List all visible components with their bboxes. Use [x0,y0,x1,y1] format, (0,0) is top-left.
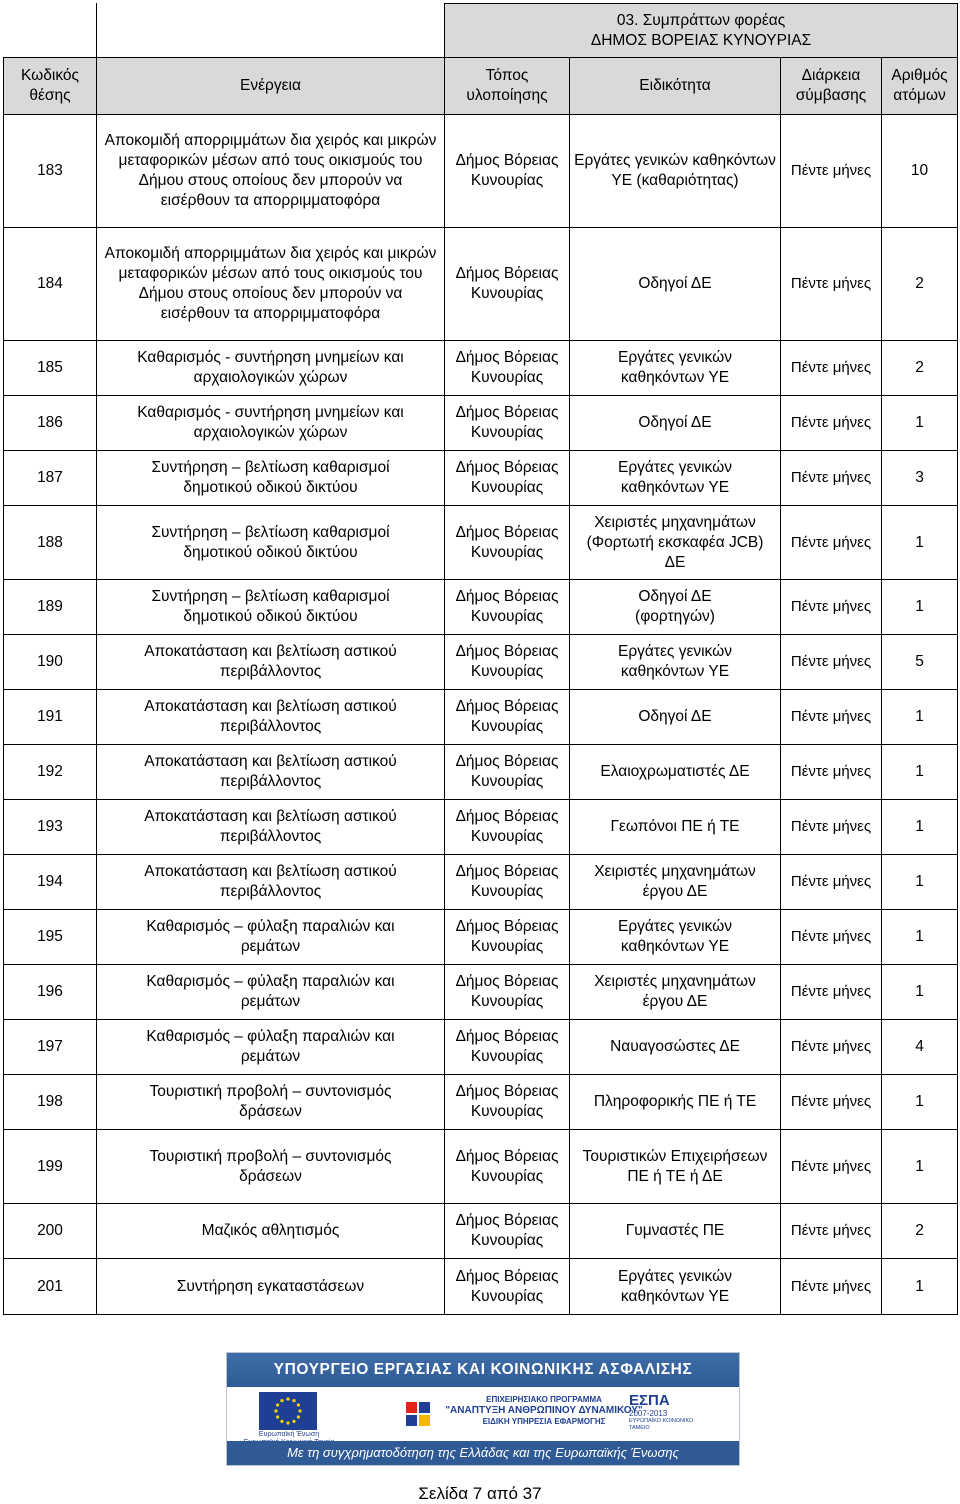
table-row [4,1259,958,1315]
row-action: Αποκομιδή απορριμμάτων δια χειρός και μικρών μεταφορικών μέσων από τους οικισμούς του Δήμου στους οποίους δεν μπορούν να εισέρθουν τα απορριμματοφόρα [97,115,445,228]
row-place: Δήμος Βόρειας Κυνουρίας [445,396,570,451]
col-persons-header [882,58,958,115]
espa-years: 2007-2013 [629,1409,668,1418]
table-row [4,341,958,396]
programme-line2: "ΑΝΑΠΤΥΞΗ ΑΝΘΡΩΠΙΝΟΥ ΔΥΝΑΜΙΚΟΥ" [445,1405,643,1416]
row-place: Δήμος Βόρειας Κυνουρίας [445,965,570,1020]
row-specialty: Χειριστές μηχανημάτων (Φορτωτή εκσκαφέα JCB) ΔΕ [570,506,781,580]
row-persons: 2 [882,341,958,396]
row-persons: 4 [882,1020,958,1075]
programme-line1: ΕΠΙΧΕΙΡΗΣΙΑΚΟ ΠΡΟΓΡΑΜΜΑ [486,1395,602,1404]
table-row [4,115,958,228]
table-row [4,1130,958,1204]
row-action: Αποκομιδή απορριμμάτων δια χειρός και μικρών μεταφορικών μέσων από τους οικισμούς του Δήμου στους οποίους δεν μπορούν να εισέρθουν τα απορριμματοφόρα [97,228,445,341]
row-place: Δήμος Βόρειας Κυνουρίας [445,690,570,745]
row-duration: Πέντε μήνες [781,855,882,910]
table-row [4,228,958,341]
row-persons: 1 [882,965,958,1020]
row-specialty: Γυμναστές ΠΕ [570,1204,781,1259]
table-row [4,800,958,855]
row-action: Καθαρισμός – φύλαξη παραλιών και ρεμάτων [97,910,445,965]
row-specialty: Ναυαγοσώστες ΔΕ [570,1020,781,1075]
row-action: Καθαρισμός - συντήρηση μνημείων και αρχαιολογικών χώρων [97,396,445,451]
row-action: Αποκατάσταση και βελτίωση αστικού περιβάλλοντος [97,800,445,855]
row-persons: 1 [882,396,958,451]
table-row [4,745,958,800]
row-action: Αποκατάσταση και βελτίωση αστικού περιβάλλοντος [97,745,445,800]
row-duration: Πέντε μήνες [781,506,882,580]
row-duration: Πέντε μήνες [781,800,882,855]
row-specialty: Οδηγοί ΔΕ [570,228,781,341]
row-code: 201 [4,1259,97,1315]
row-place: Δήμος Βόρειας Κυνουρίας [445,228,570,341]
row-action: Τουριστική προβολή – συντονισμός δράσεων [97,1130,445,1204]
row-duration: Πέντε μήνες [781,965,882,1020]
row-duration: Πέντε μήνες [781,228,882,341]
row-code: 197 [4,1020,97,1075]
row-duration: Πέντε μήνες [781,690,882,745]
row-duration: Πέντε μήνες [781,910,882,965]
row-specialty: Οδηγοί ΔΕ [570,690,781,745]
row-action: Αποκατάσταση και βελτίωση αστικού περιβάλλοντος [97,690,445,745]
table-row [4,1020,958,1075]
row-action: Καθαρισμός – φύλαξη παραλιών και ρεμάτων [97,1020,445,1075]
row-duration: Πέντε μήνες [781,745,882,800]
col-action-header: Ενέργεια [97,58,445,115]
col-code-line2: θέσης [29,87,71,104]
row-specialty: Ελαιοχρωματιστές ΔΕ [570,745,781,800]
row-place: Δήμος Βόρειας Κυνουρίας [445,580,570,635]
ministry-title: ΥΠΟΥΡΓΕΙΟ ΕΡΓΑΣΙΑΣ ΚΑΙ ΚΟΙΝΩΝΙΚΗΣ ΑΣΦΑΛΙΣΗΣ [227,1353,739,1387]
row-specialty: Γεωπόνοι ΠΕ ή ΤΕ [570,800,781,855]
eu-flag-icon [259,1392,317,1430]
row-code: 193 [4,800,97,855]
row-action: Καθαρισμός – φύλαξη παραλιών και ρεμάτων [97,965,445,1020]
row-place: Δήμος Βόρειας Κυνουρίας [445,1259,570,1315]
table-row [4,506,958,580]
table-row [4,580,958,635]
partner-empty-cell [97,4,445,58]
col-persons-line1: Αριθμός [891,67,948,84]
positions-table [3,3,958,1315]
row-persons: 1 [882,800,958,855]
row-action: Καθαρισμός - συντήρηση μνημείων και αρχαιολογικών χώρων [97,341,445,396]
row-duration: Πέντε μήνες [781,1130,882,1204]
row-persons: 1 [882,506,958,580]
row-persons: 2 [882,1204,958,1259]
row-specialty: Εργάτες γενικών καθηκόντων ΥΕ [570,1259,781,1315]
row-place: Δήμος Βόρειας Κυνουρίας [445,1020,570,1075]
row-code: 198 [4,1075,97,1130]
table-row [4,635,958,690]
row-place: Δήμος Βόρειας Κυνουρίας [445,910,570,965]
table-row [4,690,958,745]
espa-subtitle: ΕΥΡΩΠΑΪΚΟ ΚΟΙΝΩΝΙΚΟ ΤΑΜΕΙΟ [629,1418,694,1431]
row-code: 186 [4,396,97,451]
col-specialty-header: Ειδικότητα [570,58,781,115]
row-persons: 1 [882,910,958,965]
cofunding-line: Με τη συγχρηματοδότηση της Ελλάδας και της Ευρωπαϊκής Ένωσης [227,1441,739,1465]
row-action: Συντήρηση – βελτίωση καθαρισμοί δημοτικού οδικού δικτύου [97,506,445,580]
row-code: 196 [4,965,97,1020]
partner-empty-cell [4,4,97,58]
row-specialty: Οδηγοί ΔΕ (φορτηγών) [570,580,781,635]
funding-banner [226,1352,740,1466]
col-persons-line2: ατόμων [893,87,946,104]
partner-title-cell [445,4,958,58]
page-number: Σελίδα 7 από 37 [418,1484,542,1503]
row-code: 187 [4,451,97,506]
espa-logo [629,1393,695,1433]
row-place: Δήμος Βόρειας Κυνουρίας [445,800,570,855]
logos-strip [227,1387,739,1441]
row-duration: Πέντε μήνες [781,1204,882,1259]
col-duration-line2: σύμβασης [795,87,867,104]
table-row [4,1204,958,1259]
row-code: 184 [4,228,97,341]
row-action: Συντήρηση – βελτίωση καθαρισμοί δημοτικού οδικού δικτύου [97,451,445,506]
row-duration: Πέντε μήνες [781,341,882,396]
col-code-header [4,58,97,115]
row-specialty: Εργάτες γενικών καθηκόντων ΥΕ (καθαριότητας) [570,115,781,228]
row-specialty: Εργάτες γενικών καθηκόντων ΥΕ [570,451,781,506]
row-place: Δήμος Βόρειας Κυνουρίας [445,506,570,580]
row-persons: 2 [882,228,958,341]
row-duration: Πέντε μήνες [781,580,882,635]
row-specialty: Εργάτες γενικών καθηκόντων ΥΕ [570,341,781,396]
row-place: Δήμος Βόρειας Κυνουρίας [445,451,570,506]
row-action: Μαζικός αθλητισμός [97,1204,445,1259]
row-duration: Πέντε μήνες [781,115,882,228]
row-action: Αποκατάσταση και βελτίωση αστικού περιβάλλοντος [97,855,445,910]
row-code: 199 [4,1130,97,1204]
col-duration-line1: Διάρκεια [801,67,861,84]
table-row [4,910,958,965]
row-persons: 1 [882,580,958,635]
row-code: 191 [4,690,97,745]
partner-title: 03. Συμπράττων φορέας [616,11,786,29]
row-persons: 5 [882,635,958,690]
row-persons: 3 [882,451,958,506]
row-duration: Πέντε μήνες [781,1020,882,1075]
row-persons: 1 [882,690,958,745]
row-place: Δήμος Βόρειας Κυνουρίας [445,855,570,910]
row-code: 195 [4,910,97,965]
row-code: 192 [4,745,97,800]
partner-header-row [4,4,958,58]
row-specialty: Τουριστικών Επιχειρήσεων ΠΕ ή ΤΕ ή ΔΕ [570,1130,781,1204]
row-place: Δήμος Βόρειας Κυνουρίας [445,341,570,396]
row-duration: Πέντε μήνες [781,1259,882,1315]
table-row [4,1075,958,1130]
table-row [4,451,958,506]
row-place: Δήμος Βόρειας Κυνουρίας [445,1130,570,1204]
row-code: 190 [4,635,97,690]
row-specialty: Χειριστές μηχανημάτων έργου ΔΕ [570,965,781,1020]
row-code: 200 [4,1204,97,1259]
row-specialty: Χειριστές μηχανημάτων έργου ΔΕ [570,855,781,910]
row-duration: Πέντε μήνες [781,396,882,451]
table-row [4,855,958,910]
row-place: Δήμος Βόρειας Κυνουρίας [445,1075,570,1130]
row-persons: 1 [882,855,958,910]
col-place-line2: υλοποίησης [466,87,548,104]
programme-logo [405,1395,665,1427]
row-specialty: Οδηγοί ΔΕ [570,396,781,451]
programme-line3: ΕΙΔΙΚΗ ΥΠΗΡΕΣΙΑ ΕΦΑΡΜΟΓΗΣ [482,1417,606,1426]
col-place-header [445,58,570,115]
row-code: 188 [4,506,97,580]
table-row [4,396,958,451]
espa-mark: ΕΣΠΑ [629,1392,670,1409]
row-code: 183 [4,115,97,228]
row-place: Δήμος Βόρειας Κυνουρίας [445,1204,570,1259]
row-action: Τουριστική προβολή – συντονισμός δράσεων [97,1075,445,1130]
col-code-line1: Κωδικός [21,67,79,84]
table-row [4,965,958,1020]
partner-subtitle: ΔΗΜΟΣ ΒΟΡΕΙΑΣ ΚΥΝΟΥΡΙΑΣ [590,31,812,49]
row-duration: Πέντε μήνες [781,1075,882,1130]
row-place: Δήμος Βόρειας Κυνουρίας [445,745,570,800]
row-duration: Πέντε μήνες [781,635,882,690]
row-action: Συντήρηση εγκαταστάσεων [97,1259,445,1315]
column-header-row [4,58,958,115]
row-specialty: Εργάτες γενικών καθηκόντων ΥΕ [570,635,781,690]
row-duration: Πέντε μήνες [781,451,882,506]
row-persons: 1 [882,1130,958,1204]
row-persons: 10 [882,115,958,228]
row-specialty: Εργάτες γενικών καθηκόντων ΥΕ [570,910,781,965]
eu-label-line1: Ευρωπαϊκή Ένωση [258,1431,320,1438]
programme-emblem-icon [405,1401,431,1427]
row-persons: 1 [882,745,958,800]
row-place: Δήμος Βόρειας Κυνουρίας [445,635,570,690]
row-code: 194 [4,855,97,910]
row-place: Δήμος Βόρειας Κυνουρίας [445,115,570,228]
row-code: 185 [4,341,97,396]
col-duration-header [781,58,882,115]
row-action: Αποκατάσταση και βελτίωση αστικού περιβάλλοντος [97,635,445,690]
row-action: Συντήρηση – βελτίωση καθαρισμοί δημοτικού οδικού δικτύου [97,580,445,635]
row-persons: 1 [882,1075,958,1130]
col-place-line1: Τόπος [485,67,529,84]
row-code: 189 [4,580,97,635]
row-specialty: Πληροφορικής ΠΕ ή ΤΕ [570,1075,781,1130]
row-persons: 1 [882,1259,958,1315]
